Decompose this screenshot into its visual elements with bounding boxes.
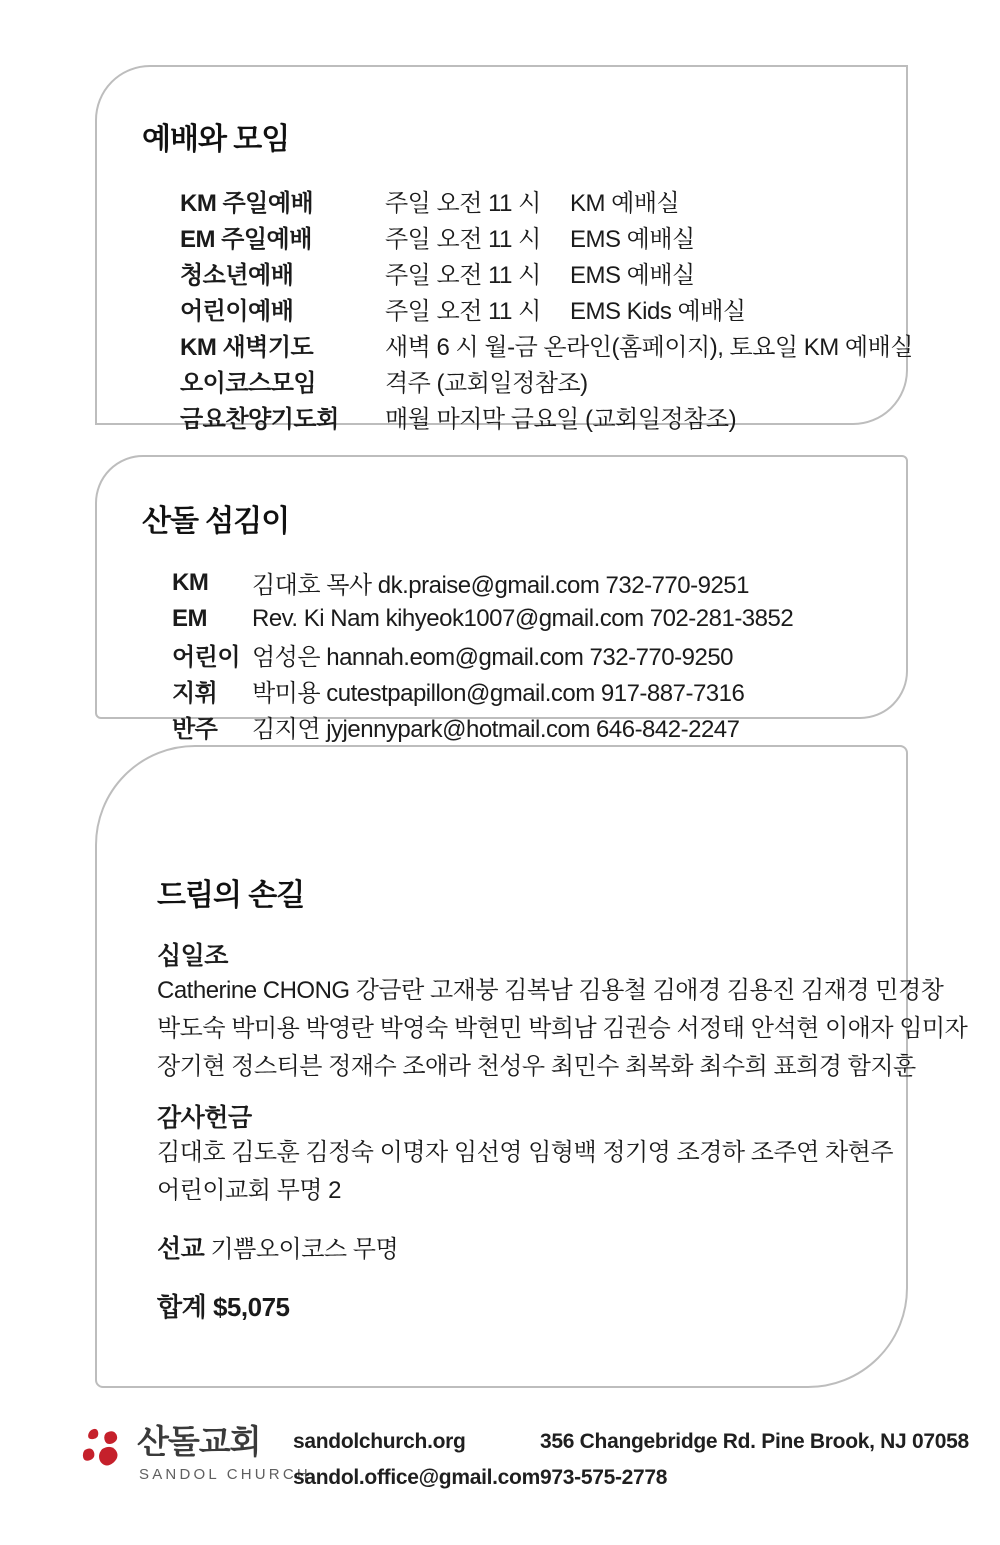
servant-contact: 박미용 cutestpapillon@gmail.com 917-887-7316	[252, 680, 745, 708]
service-time: 주일 오전 11 시	[385, 190, 541, 218]
servant-role: 어린이	[172, 644, 241, 672]
service-time: 격주 (교회일정참조)	[385, 370, 588, 398]
thanksgiving-names	[157, 1134, 906, 1210]
thanksgiving-names-line: 어린이교회 무명 2	[157, 1176, 341, 1204]
service-place: EMS Kids 예배실	[570, 298, 746, 326]
service-place: KM 예배실	[570, 190, 680, 218]
mission-line	[157, 1230, 906, 1269]
service-place: EMS 예배실	[570, 226, 695, 254]
church-website: sandolchurch.org	[293, 1430, 466, 1453]
servant-contact: Rev. Ki Nam kihyeok1007@gmail.com 702-281-3852	[252, 604, 794, 632]
servant-role: 반주	[172, 716, 218, 744]
sandol-church-logo-icon	[80, 1427, 128, 1475]
total-line	[157, 1287, 906, 1327]
service-time: 주일 오전 11 시	[385, 262, 541, 290]
footer	[80, 1423, 969, 1524]
table-row	[172, 673, 906, 709]
table-row	[172, 601, 906, 637]
table-row	[180, 363, 906, 399]
thanksgiving-names-line: 김대호 김도훈 김정숙 이명자 임선영 임형백 정기영 조경하 조주연 차현주	[157, 1138, 894, 1166]
table-row	[180, 399, 906, 435]
table-row	[172, 565, 906, 601]
church-phone: 973-575-2778	[540, 1466, 668, 1489]
servant-contact: 김대호 목사 dk.praise@gmail.com 732-770-9251	[252, 572, 749, 600]
table-row	[180, 219, 906, 255]
church-address: 356 Changebridge Rd. Pine Brook, NJ 07058	[540, 1430, 969, 1453]
service-name: 금요찬양기도회	[180, 406, 339, 434]
servant-contact: 김지연 jyjennypark@hotmail.com 646-842-2247	[252, 716, 740, 744]
tithe-label: 십일조	[157, 941, 228, 970]
service-name: KM 새벽기도	[180, 334, 314, 362]
tithe-names-line: Catherine CHONG 강금란 고재붕 김복남 김용철 김애경 김용진 김재경 민경창	[157, 976, 944, 1004]
thanksgiving-label: 감사헌금	[157, 1103, 252, 1132]
offering-panel	[95, 745, 968, 1388]
service-time: 주일 오전 11 시	[385, 298, 541, 326]
total-amount: $5,075	[212, 1291, 290, 1322]
service-time: 매월 마지막 금요일 (교회일정참조)	[385, 406, 737, 434]
tithe-names-line: 장기현 정스티븐 정재수 조애라 천성우 최민수 최복화 최수희 표희경 함지훈	[157, 1052, 916, 1080]
worship-schedule-table	[180, 183, 913, 435]
total-label: 합계	[157, 1291, 207, 1322]
service-time: 주일 오전 11 시	[385, 226, 541, 254]
servant-role: KM	[172, 568, 209, 596]
church-email: sandol.office@gmail.com	[293, 1466, 540, 1489]
table-row	[172, 637, 906, 673]
servants-contact-table	[172, 565, 906, 745]
table-row	[180, 255, 906, 291]
service-time: 새벽 6 시 월-금 온라인(홈페이지), 토요일 KM 예배실	[385, 334, 913, 362]
servants-panel	[95, 455, 908, 744]
service-name: EM 주일예배	[180, 226, 312, 254]
servants-section-title: 산돌 섬김이	[142, 504, 290, 538]
tithe-names-line: 박도숙 박미용 박영란 박영숙 박현민 박희남 김권승 서정태 안석현 이애자 임미자	[157, 1014, 968, 1042]
tithe-names	[157, 972, 968, 1086]
table-row	[180, 183, 906, 219]
servant-role: 지휘	[172, 680, 218, 708]
service-name: 오이코스모임	[180, 370, 317, 398]
footer-address-column	[540, 1424, 969, 1496]
table-row	[172, 709, 906, 745]
church-name-english: SANDOL CHURCH	[139, 1466, 311, 1483]
table-row	[180, 291, 906, 327]
mission-names: 기쁨오이코스 무명	[210, 1235, 399, 1263]
service-name: 청소년예배	[180, 262, 294, 290]
church-name-korean: 산돌교회	[137, 1423, 261, 1460]
table-row	[180, 327, 913, 363]
worship-meetings-panel	[95, 65, 913, 434]
footer-contact-column	[293, 1424, 540, 1496]
worship-section-title: 예배와 모임	[142, 122, 290, 156]
service-place: EMS 예배실	[570, 262, 695, 290]
offering-section-title: 드림의 손길	[157, 878, 305, 912]
mission-label: 선교	[157, 1234, 205, 1263]
servant-role: EM	[172, 604, 207, 632]
servant-contact: 엄성은 hannah.eom@gmail.com 732-770-9250	[252, 644, 734, 672]
service-name: 어린이예배	[180, 298, 294, 326]
service-name: KM 주일예배	[180, 190, 314, 218]
